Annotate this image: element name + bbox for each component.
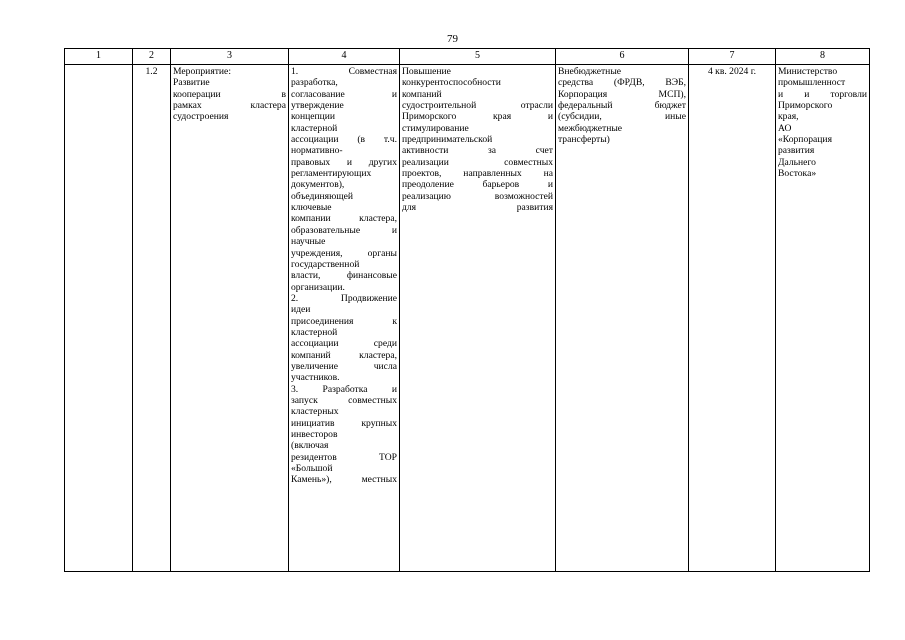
text-line: правовых и других (291, 156, 397, 168)
text-line: инвесторов (291, 429, 338, 440)
text-line: стимулирование (402, 122, 469, 134)
text-line: власти, финансовые (291, 270, 397, 282)
page-number: 79 (447, 33, 458, 45)
text-line: АО (778, 122, 792, 134)
text-line: нормативно- (291, 145, 343, 157)
text-line: Мероприятие: (173, 66, 231, 77)
text-line: кооперации в (173, 88, 286, 100)
text-line: увеличение числа (291, 360, 397, 372)
header-col-6: 6 (556, 49, 689, 65)
cell-expected-result (400, 65, 556, 572)
text-line: ключевые (291, 202, 332, 214)
text-line: инициатив крупных (291, 417, 397, 429)
text-line: Повышение (402, 66, 451, 77)
text-line: Министерство (778, 66, 838, 77)
cell-empty (65, 65, 133, 572)
text-line: Дальнего (778, 156, 816, 168)
text-line: кластерных (291, 406, 339, 418)
header-col-7: 7 (689, 49, 776, 65)
text-line: «Большой (291, 463, 333, 475)
header-row (65, 49, 870, 65)
text-line: учреждения, органы (291, 247, 397, 259)
text-line: кластерной (291, 326, 338, 338)
cell-activity-title (171, 65, 289, 572)
text-line: согласование и (291, 88, 397, 100)
text-line: межбюджетные (558, 122, 623, 134)
text-line: утверждение (291, 100, 344, 112)
text-line: средства (ФРДВ, ВЭБ, (558, 77, 686, 89)
table-row (65, 65, 870, 572)
text-line: 1. Совместная (291, 66, 397, 77)
text-line: судостроения (173, 111, 229, 123)
text-line: трансферты) (558, 134, 610, 146)
text-line: федеральный бюджет (558, 100, 686, 112)
text-line: 3. Разработка и (291, 383, 397, 395)
text-line: реализации совместных (402, 156, 553, 168)
text-line: присоединения к (291, 315, 397, 327)
header-col-3: 3 (171, 49, 289, 65)
text-line: участников. (291, 372, 340, 384)
text-line: запуск совместных (291, 394, 397, 406)
text-line: (включая (291, 440, 329, 452)
text-line: Приморского (778, 100, 833, 112)
text-line: «Корпорация (778, 134, 832, 146)
text-line: резидентов ТОР (291, 451, 397, 463)
text-line: организации. (291, 281, 345, 293)
text-line: преодоление барьеров и (402, 179, 553, 191)
text-line: 2. Продвижение (291, 292, 397, 304)
text-line: развития (778, 145, 815, 157)
text-line: кластерной (291, 122, 338, 134)
text-line: Приморского края и (402, 111, 553, 123)
text-line: Развитие (173, 77, 210, 89)
activity-table (64, 48, 870, 572)
text-line: Внебюджетные (558, 66, 622, 77)
text-line: концепции (291, 111, 336, 123)
text-line: судостроительной отрасли (402, 100, 553, 112)
cell-responsible (776, 65, 870, 572)
cell-activity-description (289, 65, 400, 572)
text-line: научные (291, 236, 326, 248)
text-line: края, (778, 111, 799, 123)
text-line: рамках кластера (173, 100, 286, 112)
cell-deadline: 4 кв. 2024 г. (689, 65, 776, 572)
text-line: реализацию возможностей (402, 190, 553, 202)
text-line: конкурентоспособности (402, 77, 501, 89)
header-col-2: 2 (133, 49, 171, 65)
text-line: компаний кластера, (291, 349, 397, 361)
text-line: Корпорация МСП), (558, 88, 686, 100)
header-col-5: 5 (400, 49, 556, 65)
header-col-4: 4 (289, 49, 400, 65)
text-line: предпринимательской (402, 134, 493, 146)
text-line: объединяющей (291, 190, 354, 202)
text-line: идеи (291, 304, 311, 316)
header-col-8: 8 (776, 49, 870, 65)
text-line: и и торговли (778, 88, 867, 100)
text-line: (субсидии, иные (558, 111, 686, 123)
text-line: Востока» (778, 168, 817, 180)
cell-item-number: 1.2 (133, 65, 171, 572)
text-line: промышленност (778, 77, 846, 89)
text-line: государственной (291, 258, 360, 270)
text-line: регламентирующих (291, 168, 372, 180)
header-col-1: 1 (65, 49, 133, 65)
text-line: ассоциации (в т.ч. (291, 134, 397, 146)
text-line: активности за счет (402, 145, 553, 157)
text-line: компании кластера, (291, 213, 397, 225)
text-line: разработка, (291, 77, 338, 89)
text-line: документов), (291, 179, 345, 191)
text-line: проектов, направленных на (402, 168, 553, 180)
text-line: ассоциации среди (291, 338, 397, 350)
text-line: Камень»), местных (291, 474, 397, 486)
text-line: образовательные и (291, 224, 397, 236)
cell-funding-sources (556, 65, 689, 572)
text-line: компаний (402, 88, 442, 100)
text-line: для развития (402, 202, 553, 214)
